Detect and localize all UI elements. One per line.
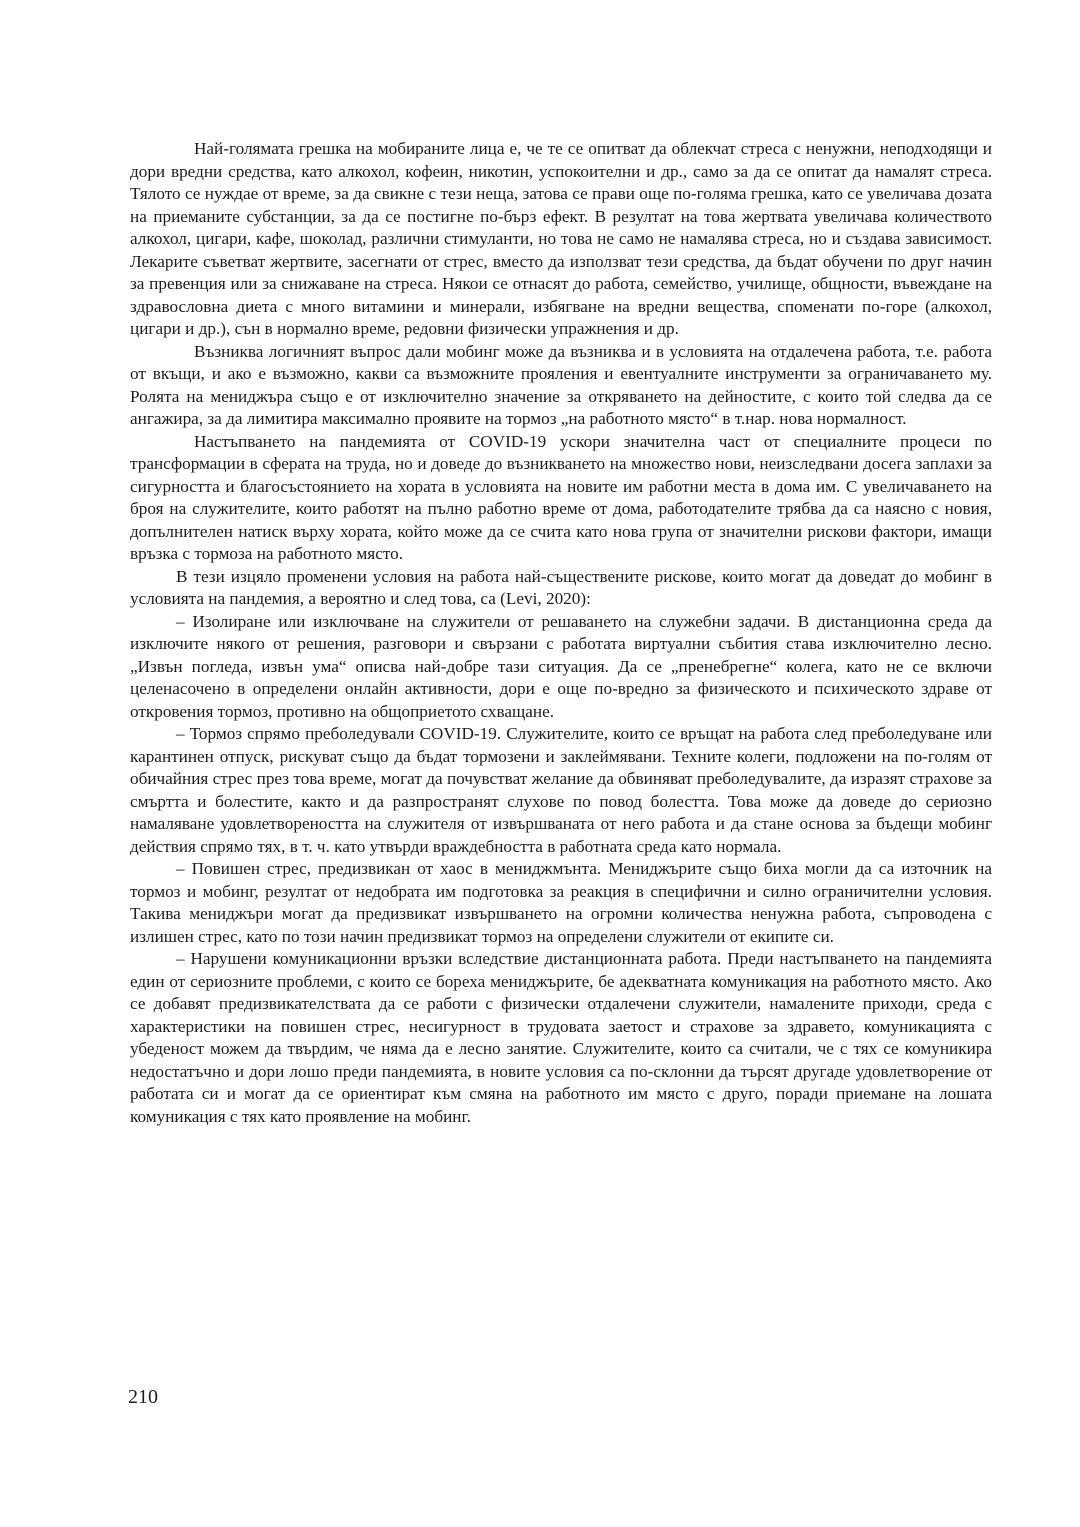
list-item-isolation: – Изолиране или изключване на служители от решаването на служебни задачи. В дистанционна среда да изключите някого от решения, разговори и свързани с работата виртуални събития става изключително лесно. „Извън погледа, извън ума“ описва най-добре тази ситуация. Да се „пренебрегне“ колега, като не се включи целенасочено в определени онлайн активности, дори е още по-вредно за физическото и психическото здраве от откровения тормоз, противно на общоприетото схващане. [130, 611, 992, 721]
paragraph-remote-mobbing-question: Възниква логичният въпрос дали мобинг може да възниква и в условията на отдалечена работа, т.е. работа от вкъщи, и ако е възможно, какви са възможните прояления и евентуалните инструменти за ограничаването му. Ролята на мениджъра също е от изключително значение за откряването на дейностите, с които той следва да се ангажира, за да лимитира максимално проявите на тормоз „на работното място“ в т.нар. нова нормалност. [130, 341, 992, 428]
list-item-management-chaos: – Повишен стрес, предизвикан от хаос в мениджмънта. Мениджърите също биха могли да са източник на тормоз и мобинг, резултат от недобрата им подготовка за реакция в специфични и силно ограничителни условия. Такива мениджъри могат да предизвикат извършването на огромни количества ненужна работа, съпроводена с излишен стрес, като по този начин предизвикат тормоз на определени служители от екипите си. [130, 859, 992, 946]
page-number: 210 [128, 1386, 158, 1408]
paragraph-risks-intro: В тези изцяло променени условия на работа най-съществените рискове, които могат да доведат до мобинг в условията на пандемия, а вероятно и след това, са (Levi, 2020): [130, 566, 992, 608]
list-item-communication: – Нарушени комуникационни връзки вследствие дистанционната работа. Преди настъпването на пандемията един от сериозните проблеми, с които се бореха мениджърите, бе адекватната комуникация на работното място. Ако се добавят предизвикателствата да се работи с физически отдалечени служители, намалените приходи, среда с характеристики на повишен стрес, несигурност в трудовата заетост и страхове за здравето, комуникацията с убеденост можем да твърдим, че няма да е лесно занятие. Служителите, които са считали, че с тях се комуникира недостатъчно и дори лошо преди пандемията, в новите условия са по-склонни да търсят другаде удовлетворение от работата си и могат да се ориентират към смяна на работното им място с друго, поради приемане на лошата комуникация с тях като проявление на мобинг. [130, 949, 992, 1126]
list-item-covid-harassment: – Тормоз спрямо преболедували COVID-19. Служителите, които се връщат на работа след преболедуване или карантинен отпуск, рискуват също да бъдат тормозени и заклеймявани. Техните колеги, подложени на по-голям от обичайния стрес през това време, могат да почувстват желание да обвиняват преболедувалите, да изразят страхове за смъртта и болестите, както и да разпространят слухове по повод болестта. Това може да доведе до сериозно намаляване удовлетвореността на служителя от извършваната от него работа и да стане основа за бъдещи мобинг действия спрямо тях, в т. ч. като утвърди враждебността в работната среда като нормала. [130, 724, 992, 856]
body-text [130, 138, 992, 1128]
paragraph-stress-coping: Най-голямата грешка на мобираните лица е, че те се опитват да облекчат стреса с ненужни, неподходящи и дори вредни средства, като алкохол, кофеин, никотин, успокоителни и др., само за да се опитат да намалят стреса. Тялото се нуждае от време, за да свикне с тези неща, затова се прави още по-голяма грешка, като се увеличава дозата на приеманите субстанции, за да се постигне по-бърз ефект. В резултат на това жертвата увеличава количеството алкохол, цигари, кафе, шоколад, различни стимуланти, но това не само не намалява стреса, но и създава зависимост. Лекарите съветват жертвите, засегнати от стрес, вместо да използват тези средства, да бъдат обучени по друг начин за превенция или за снижаване на стреса. Някои се отнасят до работа, семейство, училище, общности, въвеждане на здравословна диета с много витамини и минерали, избягване на вредни вещества, споменати по-горе (алкохол, цигари и др.), сън в нормално време, редовни физически упражнения и др. [130, 139, 992, 338]
paragraph-covid-transformation: Настъпването на пандемията от COVID-19 ускори значителна част от специалните процеси по трансформации в сферата на труда, но и доведе до възникването на множество нови, неизследвани досега заплахи за сигурността и благосъстоянието на хората в условията на новите им работни места в дома им. С увеличаването на броя на служителите, които работят на пълно работно време от дома, работодателите трябва да са наясно с новия, допълнителен натиск върху хората, който може да се счита като нова група от значителни рискови фактори, имащи връзка с тормоза на работното място. [130, 431, 992, 563]
